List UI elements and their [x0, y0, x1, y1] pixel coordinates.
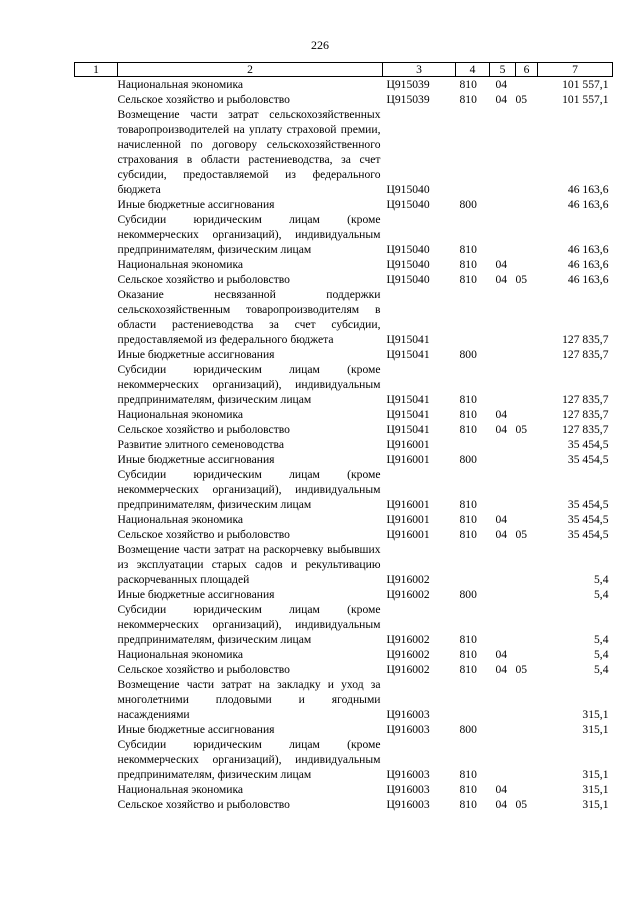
- table-row: [75, 197, 613, 212]
- row-column-5: 04: [495, 798, 508, 811]
- row-code: Ц916003: [386, 798, 430, 811]
- row-column-6: [516, 437, 538, 452]
- row-column-5: 04: [495, 648, 508, 661]
- row-column-4: 810: [459, 783, 477, 796]
- table-row: [75, 107, 613, 197]
- row-column-6: [516, 347, 538, 362]
- row-column-5: 04: [495, 528, 508, 541]
- row-column-6: [516, 512, 538, 527]
- row-name: Сельское хозяйство и рыболовство: [117, 273, 290, 286]
- row-column-5: [490, 197, 516, 212]
- row-name: Иные бюджетные ассигнования: [117, 348, 275, 361]
- row-column-4: 810: [459, 648, 477, 661]
- row-column-6: [516, 257, 538, 272]
- row-sum: 127 835,7: [562, 393, 609, 406]
- row-name: Национальная экономика: [117, 408, 244, 421]
- row-column-5: [490, 722, 516, 737]
- row-column-4: 810: [459, 273, 477, 286]
- row-column-5: [490, 107, 516, 197]
- row-column-5: [490, 347, 516, 362]
- row-sum: 5,4: [594, 588, 609, 601]
- row-code: Ц916002: [386, 648, 430, 661]
- row-sum: 315,1: [582, 768, 609, 781]
- row-column-4: 810: [459, 633, 477, 646]
- row-code: Ц915041: [386, 408, 430, 421]
- row-code: Ц915041: [386, 348, 430, 361]
- row-column-6: [516, 362, 538, 407]
- table-row: [75, 347, 613, 362]
- row-name: Возмещение части затрат сельскохозяйственных товаропроизводителей на уплату страховой премии, начисленной по договору сельскохозяйственного страхования в области растениеводства, за счет субсидии, предоставляемой из федерального бюджета: [117, 108, 381, 196]
- row-column-5: [490, 677, 516, 722]
- row-name: Сельское хозяйство и рыболовство: [117, 93, 290, 106]
- row-sum: 46 163,6: [567, 183, 609, 196]
- table-row: [75, 77, 613, 93]
- row-column-4: 810: [459, 768, 477, 781]
- row-code: Ц916002: [386, 663, 430, 676]
- row-code: Ц916003: [386, 783, 430, 796]
- row-column-5: 04: [495, 783, 508, 796]
- row-sum: 35 454,5: [567, 528, 609, 541]
- row-code: Ц916001: [386, 513, 430, 526]
- row-column-6: 05: [515, 93, 528, 106]
- row-code: Ц915041: [386, 333, 430, 346]
- table-row: [75, 287, 613, 347]
- row-sum: 5,4: [594, 648, 609, 661]
- row-column-4: [456, 437, 490, 452]
- row-column-6: [516, 587, 538, 602]
- table-row: [75, 527, 613, 542]
- row-code: Ц916001: [386, 438, 430, 451]
- row-column-6: [516, 737, 538, 782]
- row-code: Ц915040: [386, 243, 430, 256]
- row-sum: 315,1: [582, 798, 609, 811]
- row-sum: 127 835,7: [562, 333, 609, 346]
- row-name: Иные бюджетные ассигнования: [117, 453, 275, 466]
- row-column-4: [456, 677, 490, 722]
- row-sum: 35 454,5: [567, 513, 609, 526]
- row-sum: 127 835,7: [562, 348, 609, 361]
- row-name: Развитие элитного семеноводства: [117, 438, 285, 451]
- table-row: [75, 272, 613, 287]
- row-sum: 35 454,5: [567, 453, 609, 466]
- row-column-5: 04: [495, 513, 508, 526]
- row-column-6: 05: [515, 273, 528, 286]
- row-column-6: 05: [515, 528, 528, 541]
- row-sum: 46 163,6: [567, 243, 609, 256]
- row-name: Возмещение части затрат на раскорчевку выбывших из эксплуатации старых садов и рекультивацию раскорчеванных площадей: [117, 543, 381, 586]
- row-code: Ц915041: [386, 423, 430, 436]
- row-column-5: [490, 287, 516, 347]
- row-column-6: [516, 782, 538, 797]
- table-row: [75, 512, 613, 527]
- table-row: [75, 602, 613, 647]
- row-sum: 5,4: [594, 663, 609, 676]
- row-column-4: 810: [459, 513, 477, 526]
- row-name: Национальная экономика: [117, 513, 244, 526]
- row-name: Субсидии юридическим лицам (кроме некоммерческих организаций), индивидуальным предпринимателям, физическим лицам: [117, 468, 381, 511]
- row-column-5: 04: [495, 93, 508, 106]
- row-column-5: [490, 542, 516, 587]
- row-column-4: 800: [459, 453, 477, 466]
- row-code: Ц915040: [386, 273, 430, 286]
- row-code: Ц915039: [386, 93, 430, 106]
- row-name: Иные бюджетные ассигнования: [117, 588, 275, 601]
- table-row: [75, 737, 613, 782]
- row-name: Иные бюджетные ассигнования: [117, 198, 275, 211]
- row-sum: 315,1: [582, 723, 609, 736]
- row-column-6: [516, 677, 538, 722]
- row-column-5: 04: [495, 273, 508, 286]
- row-sum: 46 163,6: [567, 273, 609, 286]
- table-row: [75, 422, 613, 437]
- row-column-6: [516, 407, 538, 422]
- row-column-4: 810: [459, 798, 477, 811]
- row-name: Иные бюджетные ассигнования: [117, 723, 275, 736]
- row-column-5: 04: [495, 423, 508, 436]
- row-name: Сельское хозяйство и рыболовство: [117, 528, 290, 541]
- row-sum: 46 163,6: [567, 258, 609, 271]
- row-name: Национальная экономика: [117, 78, 244, 91]
- column-header: 4: [456, 63, 490, 77]
- table-body: [75, 77, 613, 813]
- table-row: [75, 212, 613, 257]
- row-name: Сельское хозяйство и рыболовство: [117, 663, 290, 676]
- row-column-5: 04: [495, 78, 508, 91]
- table-row: [75, 257, 613, 272]
- column-header: 5: [490, 63, 516, 77]
- row-name: Национальная экономика: [117, 648, 244, 661]
- row-code: Ц916003: [386, 708, 430, 721]
- row-column-5: [490, 602, 516, 647]
- row-column-5: [490, 467, 516, 512]
- column-header: 2: [118, 63, 383, 77]
- row-column-5: 04: [495, 258, 508, 271]
- row-sum: 127 835,7: [562, 408, 609, 421]
- row-column-6: 05: [515, 423, 528, 436]
- row-sum: 46 163,6: [567, 198, 609, 211]
- table-row: [75, 92, 613, 107]
- row-column-6: [516, 467, 538, 512]
- row-code: Ц916003: [386, 723, 430, 736]
- row-code: Ц915039: [386, 78, 430, 91]
- row-sum: 101 557,1: [562, 78, 609, 91]
- row-column-6: [516, 602, 538, 647]
- table-row: [75, 647, 613, 662]
- row-column-4: 800: [459, 348, 477, 361]
- row-column-4: 810: [459, 258, 477, 271]
- row-column-6: [516, 212, 538, 257]
- row-column-4: 800: [459, 723, 477, 736]
- table-row: [75, 542, 613, 587]
- table-row: [75, 782, 613, 797]
- row-code: Ц916001: [386, 453, 430, 466]
- row-sum: 101 557,1: [562, 93, 609, 106]
- row-column-6: [516, 647, 538, 662]
- column-header: 3: [383, 63, 456, 77]
- row-column-6: 05: [515, 798, 528, 811]
- row-column-5: [490, 212, 516, 257]
- table-row: [75, 677, 613, 722]
- row-column-4: [456, 542, 490, 587]
- row-column-6: 05: [515, 663, 528, 676]
- row-column-5: [490, 362, 516, 407]
- table-row: [75, 587, 613, 602]
- row-column-4: 810: [459, 243, 477, 256]
- row-column-5: [490, 587, 516, 602]
- row-sum: 127 835,7: [562, 423, 609, 436]
- row-column-6: [516, 542, 538, 587]
- row-column-5: [490, 437, 516, 452]
- table-row: [75, 722, 613, 737]
- row-sum: 315,1: [582, 708, 609, 721]
- row-name: Сельское хозяйство и рыболовство: [117, 798, 290, 811]
- row-column-5: [490, 452, 516, 467]
- row-column-4: 800: [459, 588, 477, 601]
- row-code: Ц916002: [386, 573, 430, 586]
- row-column-5: 04: [495, 663, 508, 676]
- row-sum: 5,4: [594, 573, 609, 586]
- row-code: Ц916001: [386, 528, 430, 541]
- table-row: [75, 797, 613, 812]
- row-column-5: 04: [495, 408, 508, 421]
- row-column-4: 810: [459, 528, 477, 541]
- row-name: Возмещение части затрат на закладку и уход за многолетними плодовыми и ягодными насаждениями: [117, 678, 381, 721]
- table-row: [75, 362, 613, 407]
- row-column-4: 810: [459, 393, 477, 406]
- table-row: [75, 452, 613, 467]
- row-name: Национальная экономика: [117, 783, 244, 796]
- page-number: 226: [311, 38, 329, 52]
- row-column-4: [456, 107, 490, 197]
- row-sum: 35 454,5: [567, 498, 609, 511]
- row-code: Ц916002: [386, 633, 430, 646]
- row-sum: 5,4: [594, 633, 609, 646]
- row-name: Национальная экономика: [117, 258, 244, 271]
- table-row: [75, 662, 613, 677]
- row-sum: 315,1: [582, 783, 609, 796]
- row-column-6: [516, 77, 538, 93]
- row-code: Ц915040: [386, 198, 430, 211]
- row-name: Субсидии юридическим лицам (кроме некоммерческих организаций), индивидуальным предпринимателям, физическим лицам: [117, 213, 381, 256]
- row-name: Субсидии юридическим лицам (кроме некоммерческих организаций), индивидуальным предпринимателям, физическим лицам: [117, 603, 381, 646]
- table-row: [75, 437, 613, 452]
- row-name: Субсидии юридическим лицам (кроме некоммерческих организаций), индивидуальным предпринимателям, физическим лицам: [117, 738, 381, 781]
- row-column-6: [516, 452, 538, 467]
- column-header-row: [75, 63, 613, 77]
- row-name: Сельское хозяйство и рыболовство: [117, 423, 290, 436]
- table-row: [75, 407, 613, 422]
- table-row: [75, 467, 613, 512]
- row-name: Субсидии юридическим лицам (кроме некоммерческих организаций), индивидуальным предпринимателям, физическим лицам: [117, 363, 381, 406]
- row-code: Ц915041: [386, 393, 430, 406]
- row-column-6: [516, 722, 538, 737]
- column-header: 7: [538, 63, 613, 77]
- row-column-5: [490, 737, 516, 782]
- row-name: Оказание несвязанной поддержки сельскохозяйственным товаропроизводителям в области растениеводства за счет субсидии, предоставляемой из федерального бюджета: [117, 288, 381, 346]
- row-column-4: 810: [459, 663, 477, 676]
- column-header: 6: [516, 63, 538, 77]
- row-column-4: 810: [459, 78, 477, 91]
- row-column-4: 810: [459, 408, 477, 421]
- row-column-4: 810: [459, 93, 477, 106]
- row-code: Ц916002: [386, 588, 430, 601]
- row-column-6: [516, 107, 538, 197]
- row-column-6: [516, 197, 538, 212]
- column-header: 1: [75, 63, 118, 77]
- row-code: Ц915040: [386, 183, 430, 196]
- row-column-6: [516, 287, 538, 347]
- row-column-4: 800: [459, 198, 477, 211]
- row-column-4: 810: [459, 423, 477, 436]
- row-sum: 35 454,5: [567, 438, 609, 451]
- row-code: Ц915040: [386, 258, 430, 271]
- budget-table: [74, 62, 613, 812]
- row-code: Ц916003: [386, 768, 430, 781]
- row-code: Ц916001: [386, 498, 430, 511]
- row-column-4: 810: [459, 498, 477, 511]
- row-column-4: [456, 287, 490, 347]
